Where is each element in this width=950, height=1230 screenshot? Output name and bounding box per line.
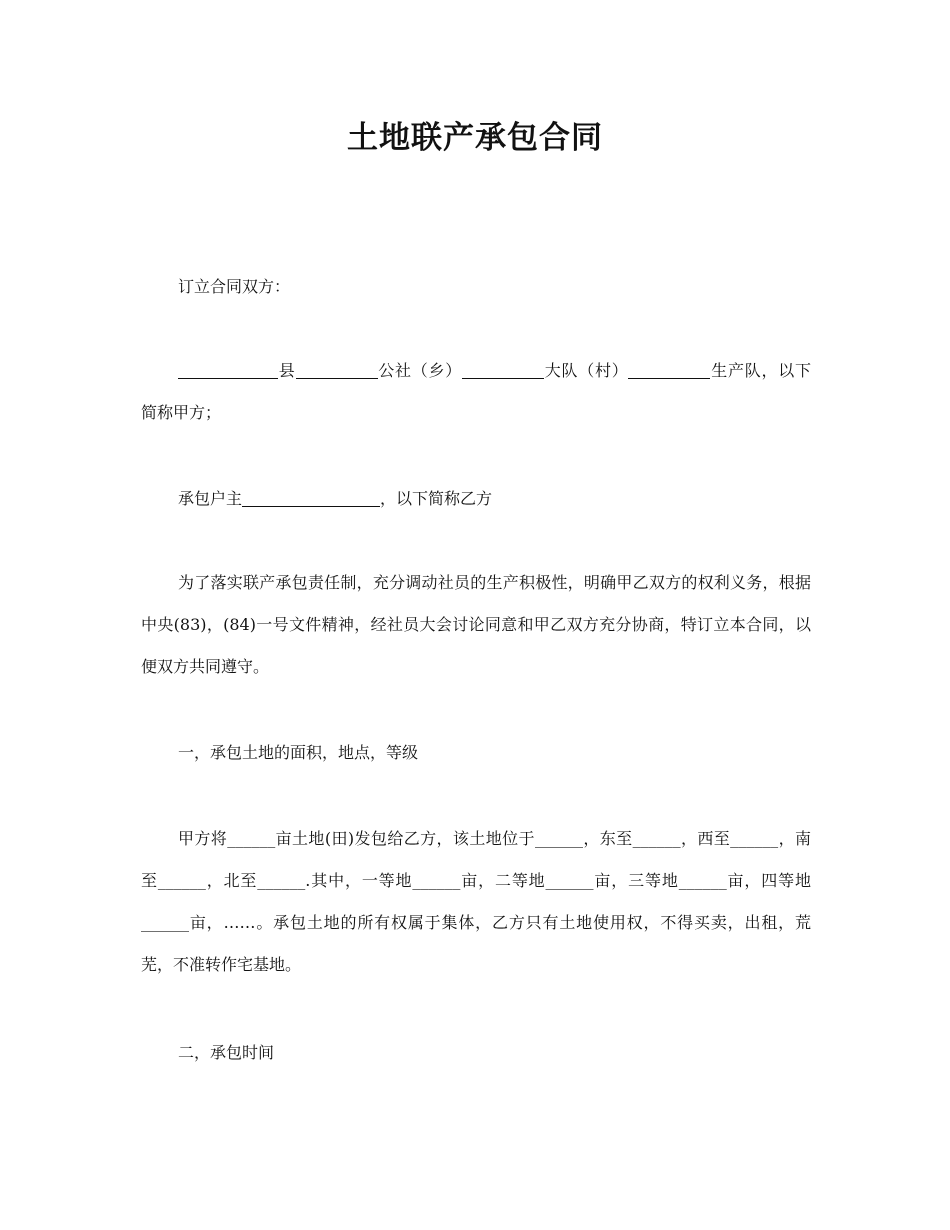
brigade-blank (462, 360, 544, 379)
section-1-heading: 一，承包土地的面积，地点，等级 (178, 743, 419, 762)
parties-heading: 订立合同双方： (178, 277, 291, 296)
county-label: 县 (278, 361, 296, 380)
party-b-blank (242, 488, 380, 507)
party-b-prefix: 承包户主 (178, 489, 243, 508)
commune-blank (296, 360, 378, 379)
section-1-body: 甲方将______亩土地(田)发包给乙方，该土地位于______，东至______，西至______，南至______，北至______.其中，一等地______亩，二等地______亩，三等地______亩，四等地______亩，……。承包土地的所有权属于集体，乙方只有土地使用权，不得买卖，出租，荒芜，不准转作宅基地。 (141, 829, 811, 974)
party-a-paragraph (141, 350, 811, 434)
party-b-suffix: ，以下简称乙方 (380, 489, 493, 508)
team-label: 生产队，以下简称甲方； (141, 361, 811, 422)
team-blank (628, 360, 710, 379)
preamble-paragraph: 为了落实联产承包责任制，充分调动社员的生产积极性，明确甲乙双方的权利义务，根据中央(83)，(84)一号文件精神，经社员大会讨论同意和甲乙双方充分协商，特订立本合同，以便双方共同遵守。 (141, 573, 811, 676)
brigade-label: 大队（村） (543, 361, 629, 380)
section-2-heading: 二，承包时间 (178, 1043, 275, 1062)
party-b-paragraph (141, 478, 811, 520)
document-title: 土地联产承包合同 (347, 120, 603, 156)
commune-label: 公社（乡） (377, 361, 462, 380)
county-blank (178, 360, 278, 379)
